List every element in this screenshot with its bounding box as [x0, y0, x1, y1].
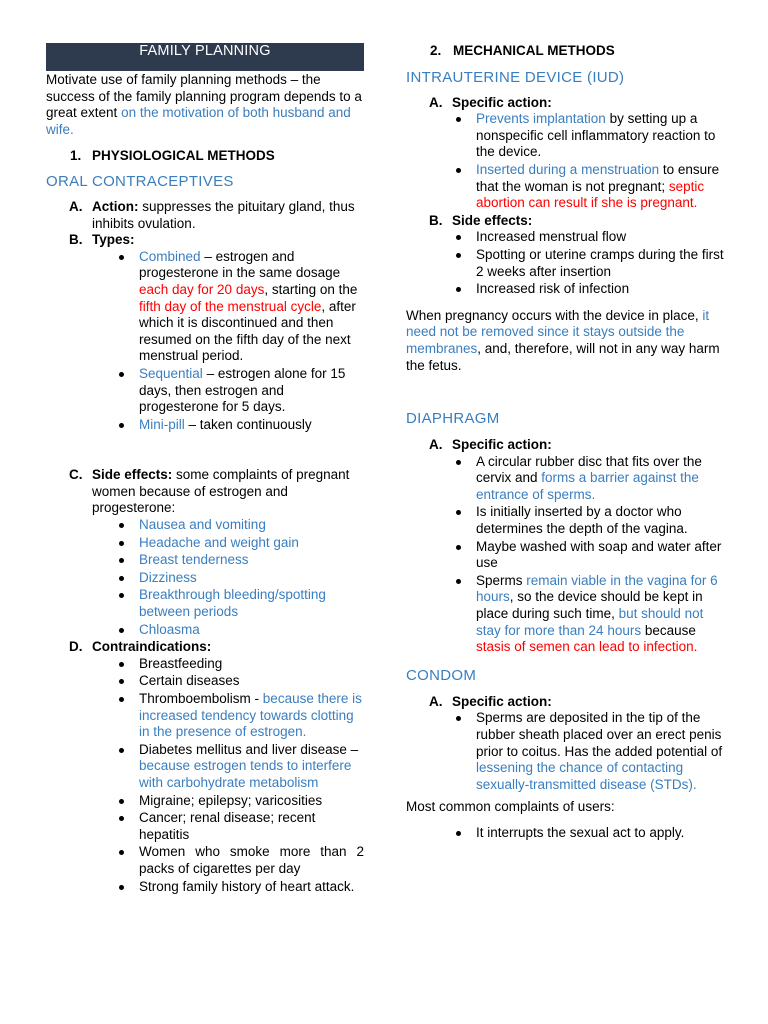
list-item: Strong family history of heart attack. [139, 879, 364, 896]
list-item [139, 691, 364, 741]
item-label: Specific action: [452, 94, 552, 110]
iud-heading: INTRAUTERINE DEVICE (IUD) [406, 68, 625, 86]
list-item [139, 417, 364, 434]
heading-number: 2. [430, 43, 442, 58]
list-item: Increased risk of infection [476, 281, 728, 298]
item-highlight: Prevents implantation [476, 111, 606, 127]
item-label: Specific action: [452, 693, 552, 709]
list-item: Breastfeeding [139, 656, 364, 673]
list-item [476, 454, 728, 504]
intro-highlight: on the motivation of both husband and wife. [46, 105, 351, 137]
list-item: Dizziness [139, 570, 364, 587]
list-item [476, 710, 728, 793]
contraindications-list [46, 656, 364, 895]
list-item: Increased menstrual flow [476, 229, 728, 246]
item-letter: A. [69, 198, 83, 214]
type-text: , after which it is discontinued and then resumed on the fifth day of the next menstrual period. [139, 298, 356, 364]
item-letter: B. [69, 232, 83, 248]
item-label: Side effects: [92, 467, 173, 483]
type-text: – estrogen and progesterone in the same dosage [139, 248, 341, 281]
type-text: , starting on the [264, 281, 358, 297]
item-letter: A. [429, 693, 443, 709]
item-letter: A. [429, 437, 443, 453]
type-name: Mini-pill [139, 416, 185, 432]
item-text: because [644, 622, 696, 638]
iud-side-effects-item [406, 213, 728, 230]
list-item: Breast tenderness [139, 552, 364, 569]
item-text: Sperms [476, 572, 523, 588]
page-title: FAMILY PLANNING [46, 43, 364, 71]
intro-paragraph [46, 72, 364, 138]
list-item: Chloasma [139, 622, 364, 639]
types-item [46, 232, 364, 249]
heading-label: PHYSIOLOGICAL METHODS [92, 148, 275, 164]
contraindications-item [46, 639, 364, 656]
list-item: Maybe washed with soap and water after use [476, 539, 728, 572]
list-item: Nausea and vomiting [139, 517, 364, 534]
type-highlight: each day for 20 days [139, 281, 265, 297]
note-text: , and, therefore, will not in any way harm the fetus. [406, 340, 720, 373]
item-highlight: Inserted during a menstruation [476, 161, 660, 177]
item-text: suppresses the pituitary gland, thus inhibits ovulation. [92, 198, 355, 231]
note-highlight: it need not be removed since it stays outside the membranes [406, 307, 710, 356]
right-column [406, 43, 728, 843]
iud-action-list [406, 111, 728, 212]
type-name: Combined [139, 248, 201, 264]
item-text: some complaints of pregnant women because of estrogen and progesterone: [92, 467, 350, 516]
list-item: Is initially inserted by a doctor who determines the depth of the vagina. [476, 504, 728, 537]
diaphragm-heading: DIAPHRAGM [406, 410, 500, 428]
side-effects-list [46, 517, 364, 638]
item-text: Thromboembolism - [139, 691, 260, 706]
item-letter: D. [69, 639, 83, 655]
item-highlight: but should not stay for more than 24 hours [476, 606, 704, 638]
diaphragm-action-item [406, 437, 728, 454]
item-highlight: because estrogen tends to interfere with carbohydrate metabolism [139, 758, 352, 790]
list-item [476, 111, 728, 161]
side-effects-item [46, 467, 364, 517]
condom-action-list [406, 710, 728, 793]
complaints-list [406, 825, 728, 842]
list-item [139, 249, 364, 365]
list-item: Spotting or uterine cramps during the first 2 weeks after insertion [476, 247, 728, 280]
intro-text: Motivate use of family planning methods – the success of the family planning program depends to a great extent [46, 72, 362, 121]
list-item [139, 366, 364, 416]
list-item: Women who smoke more than 2 packs of cigarettes per day [139, 844, 364, 876]
list-item: Cancer; renal disease; recent hepatitis [139, 810, 364, 843]
item-label: Action: [92, 198, 139, 214]
item-text: Diabetes mellitus and liver disease – [139, 741, 359, 757]
condom-heading: CONDOM [406, 666, 477, 684]
item-text: , so the device should be kept in place during such time, [476, 589, 703, 622]
action-item [46, 199, 364, 232]
iud-action-item [406, 95, 728, 112]
item-letter: A. [429, 94, 443, 110]
complaints-label: Most common complaints of users: [406, 799, 615, 815]
list-item: Headache and weight gain [139, 535, 364, 552]
type-text: – estrogen alone for 15 days, then estrogen and progesterone for 5 days. [139, 365, 346, 415]
note-text: When pregnancy occurs with the device in place, [406, 307, 699, 323]
diaphragm-action-list [406, 454, 728, 656]
item-warning: septic abortion can result if she is pregnant. [476, 178, 705, 211]
list-item [476, 162, 728, 212]
item-label: Types: [92, 232, 135, 248]
list-item [139, 742, 364, 792]
list-item: It interrupts the sexual act to apply. [476, 825, 728, 842]
item-highlight: lessening the chance of contacting sexually-transmitted disease (STDs). [476, 760, 697, 792]
types-list [46, 249, 364, 434]
item-label: Contraindications: [92, 639, 212, 655]
item-label: Side effects: [452, 212, 533, 228]
item-warning: stasis of semen can lead to infection. [476, 639, 698, 655]
iud-side-effects-list [406, 229, 728, 297]
item-text: by setting up a nonspecific cell inflammatory reaction to the device. [476, 111, 716, 160]
list-item: Breakthrough bleeding/spotting between periods [139, 587, 364, 620]
item-highlight: forms a barrier against the entrance of sperms. [476, 470, 699, 502]
physiological-methods-heading [46, 148, 364, 165]
item-letter: C. [69, 467, 83, 483]
type-text: – taken continuously [188, 416, 312, 432]
item-text: to ensure that the woman is not pregnant; [476, 161, 720, 194]
list-item [476, 573, 728, 656]
list-item: Certain diseases [139, 673, 364, 690]
type-highlight: fifth day of the menstrual cycle [139, 298, 322, 314]
item-highlight: remain viable in the vagina for 6 hours [476, 572, 718, 605]
item-label: Specific action: [452, 437, 552, 453]
left-column [46, 43, 364, 896]
item-highlight: because there is increased tendency towards clotting in the presence of estrogen. [139, 691, 362, 740]
type-name: Sequential [139, 365, 203, 381]
item-text: A circular rubber disc that fits over the cervix and [476, 453, 702, 486]
condom-action-item [406, 694, 728, 711]
heading-number: 1. [70, 148, 82, 164]
list-item: Migraine; epilepsy; varicosities [139, 793, 364, 810]
item-letter: B. [429, 212, 443, 228]
mechanical-methods-heading [406, 43, 728, 60]
iud-pregnancy-note [406, 308, 728, 374]
item-text: Sperms are deposited in the tip of the rubber sheath placed over an erect penis prior to coitus. Has the added potential of [476, 710, 723, 759]
oral-contraceptives-heading: ORAL CONTRACEPTIVES [46, 172, 234, 190]
heading-label: MECHANICAL METHODS [453, 43, 615, 58]
